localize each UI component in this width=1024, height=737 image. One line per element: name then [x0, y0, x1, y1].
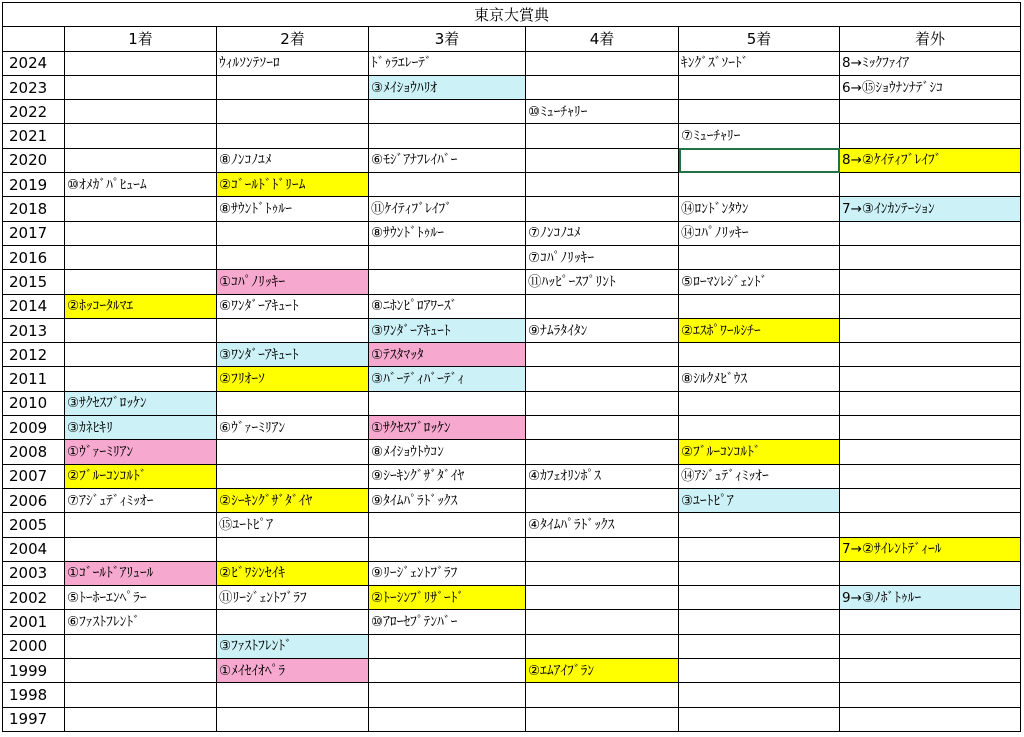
table-row	[3, 464, 1021, 488]
cell-1st[interactable]	[65, 197, 217, 221]
cell-3rd[interactable]	[369, 707, 526, 731]
cell-3rd[interactable]: ⑩ｱﾛｰｾﾌﾟﾃﾝﾊﾞｰ	[369, 610, 526, 634]
cell-4th[interactable]	[526, 51, 679, 75]
cell-1st[interactable]	[65, 318, 217, 342]
cell-3rd[interactable]	[369, 683, 526, 707]
year-cell[interactable]: 2009	[3, 416, 65, 440]
table-row	[3, 173, 1021, 197]
cell-5th[interactable]	[679, 343, 840, 367]
table-row	[3, 124, 1021, 148]
table-row	[3, 537, 1021, 561]
cell-unplaced[interactable]	[840, 294, 1021, 318]
cell-5th[interactable]	[679, 416, 840, 440]
year-cell[interactable]: 1997	[3, 707, 65, 731]
cell-2nd[interactable]	[217, 245, 369, 269]
cell-1st[interactable]: ⑩ｵﾒｶﾞﾊﾟﾋｭｰﾑ	[65, 173, 217, 197]
cell-4th[interactable]	[526, 561, 679, 585]
cell-unplaced[interactable]: 7→③ｲﾝｶﾝﾃｰｼｮﾝ	[840, 197, 1021, 221]
header-cell-unplaced[interactable]: 着外	[840, 27, 1021, 51]
table-row	[3, 391, 1021, 415]
header-cell-year[interactable]	[3, 27, 65, 51]
cell-2nd[interactable]: ⑮ﾕｰﾄﾋﾟｱ	[217, 513, 369, 537]
cell-5th[interactable]: ⑦ﾐｭｰﾁｬﾘｰ	[679, 124, 840, 148]
year-cell[interactable]: 2024	[3, 51, 65, 75]
table-row	[3, 586, 1021, 610]
cell-1st[interactable]	[65, 270, 217, 294]
cell-2nd[interactable]	[217, 683, 369, 707]
table-row	[3, 513, 1021, 537]
cell-4th[interactable]: ⑩ﾐｭｰﾁｬﾘｰ	[526, 100, 679, 124]
year-cell[interactable]: 2008	[3, 440, 65, 464]
cell-1st[interactable]	[65, 51, 217, 75]
cell-4th[interactable]	[526, 488, 679, 512]
cell-2nd[interactable]	[217, 440, 369, 464]
header-cell-2nd[interactable]: 2着	[217, 27, 369, 51]
year-cell[interactable]: 2017	[3, 221, 65, 245]
year-cell[interactable]: 2022	[3, 100, 65, 124]
cell-unplaced[interactable]	[840, 367, 1021, 391]
cell-3rd[interactable]	[369, 245, 526, 269]
cell-2nd[interactable]	[217, 610, 369, 634]
cell-1st[interactable]	[65, 659, 217, 683]
cell-4th[interactable]	[526, 586, 679, 610]
cell-3rd[interactable]: ⑨ｼｰｷﾝｸﾞｻﾞﾀﾞｲﾔ	[369, 464, 526, 488]
cell-unplaced[interactable]: 7→②ｻｲﾚﾝﾄﾃﾞｨｰﾙ	[840, 537, 1021, 561]
table-row	[3, 488, 1021, 512]
cell-5th[interactable]: ②ｴｽﾎﾟﾜｰﾙｼﾁｰ	[679, 318, 840, 342]
cell-1st[interactable]	[65, 537, 217, 561]
table-row	[3, 197, 1021, 221]
cell-unplaced[interactable]	[840, 707, 1021, 731]
cell-4th[interactable]	[526, 148, 679, 172]
year-cell[interactable]: 1998	[3, 683, 65, 707]
cell-4th[interactable]	[526, 416, 679, 440]
year-cell[interactable]: 2005	[3, 513, 65, 537]
cell-1st[interactable]	[65, 148, 217, 172]
cell-4th[interactable]	[526, 75, 679, 99]
table-row	[3, 440, 1021, 464]
table-title[interactable]: 東京大賞典	[3, 3, 1021, 27]
cell-5th[interactable]	[679, 683, 840, 707]
cell-unplaced[interactable]	[840, 440, 1021, 464]
table-row	[3, 270, 1021, 294]
cell-2nd[interactable]	[217, 75, 369, 99]
cell-5th[interactable]: ⑧ｼﾙｸﾒﾋﾞｳｽ	[679, 367, 840, 391]
cell-unplaced[interactable]: 8→ﾐｯｸﾌｧｲｱ	[840, 51, 1021, 75]
cell-unplaced[interactable]	[840, 318, 1021, 342]
table-row	[3, 416, 1021, 440]
cell-3rd[interactable]: ①ｻｸｾｽﾌﾞﾛｯｹﾝ	[369, 416, 526, 440]
cell-unplaced[interactable]	[840, 270, 1021, 294]
cell-2nd[interactable]: ⑥ｳﾞｧｰﾐﾘｱﾝ	[217, 416, 369, 440]
cell-4th[interactable]: ④ｶﾌｪｵﾘﾝﾎﾟｽ	[526, 464, 679, 488]
year-cell[interactable]: 2020	[3, 148, 65, 172]
cell-unplaced[interactable]	[840, 100, 1021, 124]
cell-4th[interactable]	[526, 634, 679, 658]
year-cell[interactable]: 2006	[3, 488, 65, 512]
cell-3rd[interactable]	[369, 659, 526, 683]
cell-5th[interactable]: ②ﾌﾞﾙｰｺﾝｺﾙﾄﾞ	[679, 440, 840, 464]
year-cell[interactable]: 2023	[3, 75, 65, 99]
year-cell[interactable]: 2013	[3, 318, 65, 342]
cell-5th[interactable]	[679, 173, 840, 197]
cell-2nd[interactable]: ②ｺﾞｰﾙﾄﾞﾄﾞﾘｰﾑ	[217, 173, 369, 197]
year-cell[interactable]: 2002	[3, 586, 65, 610]
cell-2nd[interactable]	[217, 391, 369, 415]
year-cell[interactable]: 2003	[3, 561, 65, 585]
cell-5th[interactable]	[679, 75, 840, 99]
cell-2nd[interactable]	[217, 100, 369, 124]
cell-1st[interactable]: ③ｻｸｾｽﾌﾞﾛｯｹﾝ	[65, 391, 217, 415]
cell-4th[interactable]: ⑦ﾉﾝｺﾉﾕﾒ	[526, 221, 679, 245]
table-row	[3, 610, 1021, 634]
cell-2nd[interactable]: ⑧ｻｳﾝﾄﾞﾄｩﾙｰ	[217, 197, 369, 221]
cell-5th[interactable]	[679, 513, 840, 537]
year-cell[interactable]: 2004	[3, 537, 65, 561]
cell-4th[interactable]	[526, 707, 679, 731]
cell-unplaced[interactable]	[840, 561, 1021, 585]
cell-1st[interactable]	[65, 245, 217, 269]
cell-3rd[interactable]: ③ﾊﾞｰﾃﾞｨﾊﾞｰﾃﾞｨ	[369, 367, 526, 391]
cell-unplaced[interactable]	[840, 464, 1021, 488]
cell-3rd[interactable]	[369, 124, 526, 148]
cell-2nd[interactable]: ｳｨﾙｿﾝﾃｿｰﾛ	[217, 51, 369, 75]
cell-4th[interactable]	[526, 440, 679, 464]
cell-unplaced[interactable]: 9→③ﾉﾎﾞﾄｩﾙｰ	[840, 586, 1021, 610]
cell-1st[interactable]	[65, 343, 217, 367]
cell-3rd[interactable]: ⑥ﾓｼﾞｱﾅﾌﾚｲﾊﾞｰ	[369, 148, 526, 172]
cell-unplaced[interactable]	[840, 416, 1021, 440]
cell-3rd[interactable]: ⑧ﾆﾎﾝﾋﾟﾛｱﾜｰｽﾞ	[369, 294, 526, 318]
cell-4th[interactable]	[526, 683, 679, 707]
cell-5th[interactable]	[679, 561, 840, 585]
cell-unplaced[interactable]	[840, 173, 1021, 197]
cell-2nd[interactable]: ⑪ﾘｰｼﾞｪﾝﾄﾌﾞﾗﾌ	[217, 586, 369, 610]
year-cell[interactable]: 2021	[3, 124, 65, 148]
header-cell-5th[interactable]: 5着	[679, 27, 840, 51]
cell-unplaced[interactable]	[840, 124, 1021, 148]
cell-5th[interactable]	[679, 100, 840, 124]
cell-5th[interactable]	[679, 391, 840, 415]
year-cell[interactable]: 1999	[3, 659, 65, 683]
cell-4th[interactable]	[526, 391, 679, 415]
cell-4th[interactable]	[526, 610, 679, 634]
cell-5th[interactable]	[679, 148, 840, 172]
cell-2nd[interactable]: ③ﾌｧｽﾄﾌﾚﾝﾄﾞ	[217, 634, 369, 658]
cell-4th[interactable]	[526, 173, 679, 197]
cell-1st[interactable]: ①ｳﾞｧｰﾐﾘｱﾝ	[65, 440, 217, 464]
cell-4th[interactable]: ⑦ｺﾊﾟﾉﾘｯｷｰ	[526, 245, 679, 269]
cell-unplaced[interactable]: 8→②ｹｲﾃｨﾌﾞﾚｲﾌﾞ	[840, 148, 1021, 172]
cell-3rd[interactable]: ⑪ｹｲﾃｨﾌﾞﾚｲﾌﾞ	[369, 197, 526, 221]
year-cell[interactable]: 2010	[3, 391, 65, 415]
cell-4th[interactable]	[526, 537, 679, 561]
cell-2nd[interactable]: ②ﾌﾘｵｰｿ	[217, 367, 369, 391]
cell-5th[interactable]	[679, 586, 840, 610]
cell-4th[interactable]: ⑪ﾊｯﾋﾟｰｽﾌﾟﾘﾝﾄ	[526, 270, 679, 294]
cell-3rd[interactable]	[369, 513, 526, 537]
cell-5th[interactable]: ⑭ｱｼﾞｭﾃﾞｨﾐｯｵｰ	[679, 464, 840, 488]
cell-1st[interactable]: ③ｶﾈﾋｷﾘ	[65, 416, 217, 440]
table-row	[3, 707, 1021, 731]
cell-5th[interactable]	[679, 294, 840, 318]
cell-unplaced[interactable]	[840, 488, 1021, 512]
year-cell[interactable]: 2012	[3, 343, 65, 367]
cell-unplaced[interactable]: 6→⑮ｼｮｳﾅﾝﾅﾃﾞｼｺ	[840, 75, 1021, 99]
cell-unplaced[interactable]	[840, 610, 1021, 634]
cell-4th[interactable]: ⑨ﾅﾑﾗﾀｲﾀﾝ	[526, 318, 679, 342]
table-row	[3, 245, 1021, 269]
year-cell[interactable]: 2016	[3, 245, 65, 269]
cell-1st[interactable]	[65, 75, 217, 99]
cell-2nd[interactable]	[217, 124, 369, 148]
cell-1st[interactable]: ②ﾎｯｺｰﾀﾙﾏｴ	[65, 294, 217, 318]
cell-5th[interactable]	[679, 245, 840, 269]
cell-unplaced[interactable]	[840, 221, 1021, 245]
cell-2nd[interactable]: ⑥ﾜﾝﾀﾞｰｱｷｭｰﾄ	[217, 294, 369, 318]
cell-2nd[interactable]	[217, 221, 369, 245]
header-cell-4th[interactable]: 4着	[526, 27, 679, 51]
cell-1st[interactable]: ①ｺﾞｰﾙﾄﾞｱﾘｭｰﾙ	[65, 561, 217, 585]
cell-4th[interactable]: ④ﾀｲﾑﾊﾟﾗﾄﾞｯｸｽ	[526, 513, 679, 537]
cell-1st[interactable]: ⑤ﾄｰﾎｰｴﾝﾍﾟﾗｰ	[65, 586, 217, 610]
cell-2nd[interactable]	[217, 707, 369, 731]
table-row	[3, 367, 1021, 391]
table-row	[3, 221, 1021, 245]
year-cell[interactable]: 2000	[3, 634, 65, 658]
cell-5th[interactable]	[679, 610, 840, 634]
cell-1st[interactable]: ⑦ｱｼﾞｭﾃﾞｨﾐｯｵｰ	[65, 488, 217, 512]
cell-1st[interactable]	[65, 367, 217, 391]
cell-5th[interactable]: ⑤ﾛｰﾏﾝﾚｼﾞｪﾝﾄﾞ	[679, 270, 840, 294]
cell-2nd[interactable]: ①ﾒｲｾｲｵﾍﾟﾗ	[217, 659, 369, 683]
cell-3rd[interactable]	[369, 270, 526, 294]
cell-2nd[interactable]	[217, 537, 369, 561]
cell-unplaced[interactable]	[840, 343, 1021, 367]
year-cell[interactable]: 2007	[3, 464, 65, 488]
cell-3rd[interactable]: ⑧ﾒｲｼｮｳﾄｳｺﾝ	[369, 440, 526, 464]
cell-5th[interactable]: ⑭ﾛﾝﾄﾞﾝﾀｳﾝ	[679, 197, 840, 221]
table-row	[3, 294, 1021, 318]
cell-5th[interactable]	[679, 537, 840, 561]
cell-3rd[interactable]	[369, 634, 526, 658]
year-cell[interactable]: 2014	[3, 294, 65, 318]
cell-2nd[interactable]: ③ﾜﾝﾀﾞｰｱｷｭｰﾄ	[217, 343, 369, 367]
cell-3rd[interactable]: ②ﾄｰｼﾝﾌﾞﾘｻﾞｰﾄﾞ	[369, 586, 526, 610]
cell-1st[interactable]	[65, 634, 217, 658]
table-row	[3, 343, 1021, 367]
cell-unplaced[interactable]	[840, 683, 1021, 707]
cell-2nd[interactable]: ②ｼｰｷﾝｸﾞｻﾞﾀﾞｲﾔ	[217, 488, 369, 512]
table-row	[3, 659, 1021, 683]
cell-3rd[interactable]	[369, 391, 526, 415]
cell-3rd[interactable]	[369, 537, 526, 561]
results-table	[2, 2, 1021, 732]
cell-5th[interactable]: ③ﾕｰﾄﾋﾟｱ	[679, 488, 840, 512]
cell-5th[interactable]	[679, 634, 840, 658]
cell-4th[interactable]	[526, 294, 679, 318]
cell-3rd[interactable]	[369, 100, 526, 124]
table-row	[3, 75, 1021, 99]
table-row	[3, 318, 1021, 342]
cell-2nd[interactable]: ①ｺﾊﾟﾉﾘｯｷｰ	[217, 270, 369, 294]
header-row	[3, 27, 1021, 51]
cell-5th[interactable]: ⑭ｺﾊﾟﾉﾘｯｷｰ	[679, 221, 840, 245]
cell-2nd[interactable]	[217, 318, 369, 342]
title-row	[3, 3, 1021, 27]
cell-1st[interactable]	[65, 100, 217, 124]
cell-1st[interactable]	[65, 707, 217, 731]
cell-unplaced[interactable]	[840, 245, 1021, 269]
header-cell-3rd[interactable]: 3着	[369, 27, 526, 51]
cell-3rd[interactable]: ﾄﾞｩﾗｴﾚｰﾃﾞ	[369, 51, 526, 75]
table-row	[3, 51, 1021, 75]
cell-3rd[interactable]	[369, 173, 526, 197]
cell-1st[interactable]	[65, 683, 217, 707]
cell-4th[interactable]	[526, 343, 679, 367]
cell-2nd[interactable]	[217, 464, 369, 488]
year-cell[interactable]: 2001	[3, 610, 65, 634]
cell-1st[interactable]: ②ﾌﾞﾙｰｺﾝｺﾙﾄﾞ	[65, 464, 217, 488]
table-row	[3, 100, 1021, 124]
cell-4th[interactable]	[526, 197, 679, 221]
cell-unplaced[interactable]	[840, 634, 1021, 658]
cell-3rd[interactable]: ⑨ﾀｲﾑﾊﾟﾗﾄﾞｯｸｽ	[369, 488, 526, 512]
cell-2nd[interactable]: ⑧ﾉﾝｺﾉﾕﾒ	[217, 148, 369, 172]
year-cell[interactable]: 2018	[3, 197, 65, 221]
cell-4th[interactable]	[526, 367, 679, 391]
cell-3rd[interactable]: ⑧ｻｳﾝﾄﾞﾄｩﾙｰ	[369, 221, 526, 245]
table-row	[3, 561, 1021, 585]
year-cell[interactable]: 2015	[3, 270, 65, 294]
cell-5th[interactable]: ｷﾝｸﾞｽﾞｿｰﾄﾞ	[679, 51, 840, 75]
cell-2nd[interactable]: ②ﾋﾞﾜｼﾝｾｲｷ	[217, 561, 369, 585]
cell-3rd[interactable]: ③ﾜﾝﾀﾞｰｱｷｭｰﾄ	[369, 318, 526, 342]
cell-5th[interactable]	[679, 707, 840, 731]
cell-unplaced[interactable]	[840, 659, 1021, 683]
cell-4th[interactable]	[526, 124, 679, 148]
cell-unplaced[interactable]	[840, 391, 1021, 415]
cell-1st[interactable]: ⑥ﾌｧｽﾄﾌﾚﾝﾄﾞ	[65, 610, 217, 634]
table-row	[3, 683, 1021, 707]
cell-3rd[interactable]: ③ﾒｲｼｮｳﾊﾘｵ	[369, 75, 526, 99]
cell-1st[interactable]	[65, 124, 217, 148]
cell-3rd[interactable]: ①ﾃｽﾀﾏｯﾀ	[369, 343, 526, 367]
table-row	[3, 634, 1021, 658]
cell-3rd[interactable]: ⑨ﾘｰｼﾞｪﾝﾄﾌﾞﾗﾌ	[369, 561, 526, 585]
cell-4th[interactable]: ②ｴﾑｱｲﾌﾞﾗﾝ	[526, 659, 679, 683]
cell-unplaced[interactable]	[840, 513, 1021, 537]
header-cell-1st[interactable]: 1着	[65, 27, 217, 51]
year-cell[interactable]: 2011	[3, 367, 65, 391]
year-cell[interactable]: 2019	[3, 173, 65, 197]
cell-1st[interactable]	[65, 513, 217, 537]
table-row	[3, 148, 1021, 172]
cell-1st[interactable]	[65, 221, 217, 245]
cell-5th[interactable]	[679, 659, 840, 683]
